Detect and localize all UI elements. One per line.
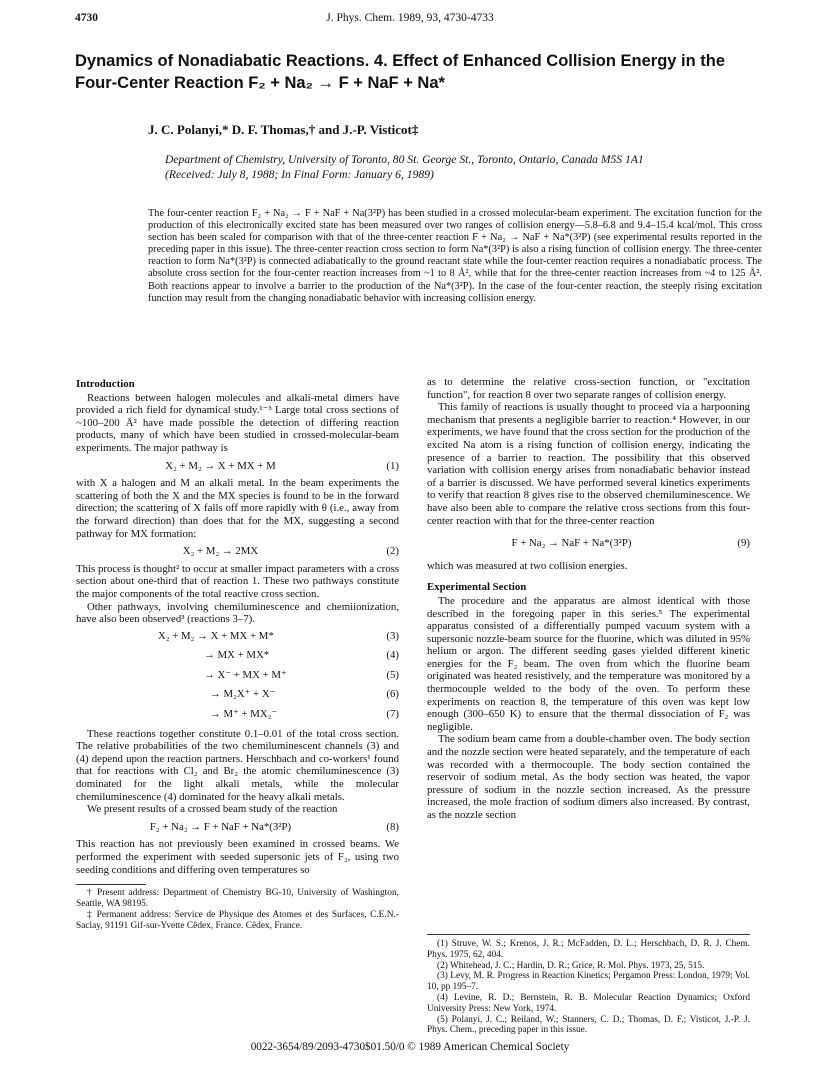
equation-expression: F₂ + Na₂ → F + NaF + Na*(3²P) bbox=[149, 820, 292, 833]
experimental-heading: Experimental Section bbox=[427, 581, 527, 594]
left-column bbox=[76, 378, 399, 931]
right-column bbox=[427, 376, 750, 822]
equation-8 bbox=[76, 821, 399, 834]
equation-number: (7) bbox=[386, 708, 399, 721]
equation-number: (3) bbox=[386, 629, 399, 642]
equation-number: (5) bbox=[386, 668, 399, 681]
equation-expression: X₂ + M₂ → X + MX + M* bbox=[158, 629, 274, 642]
journal-citation: J. Phys. Chem. 1989, 93, 4730-4733 bbox=[326, 12, 494, 24]
equation-7 bbox=[76, 708, 399, 721]
equation-number: (2) bbox=[386, 545, 399, 558]
equation-expression: F + Na₂ → NaF + Na*(3²P) bbox=[511, 537, 632, 550]
references-divider bbox=[427, 934, 750, 935]
reference-item: (3) Levy, M. R. Progress in Reaction Kinetics; Pergamon Press: London, 1979; Vol. 10, pp 195–7. bbox=[427, 971, 750, 993]
equation-3 bbox=[76, 630, 399, 643]
equation-2 bbox=[76, 545, 399, 558]
paragraph: This process is thought² to occur at smaller impact parameters with a cross section about one-third that of reaction 1. These two pathways constitute the major components of the total reactive cross section. bbox=[76, 562, 399, 600]
paragraph: Reactions between halogen molecules and alkali-metal dimers have provided a rich field for dynamical study.¹⁻³ Large total cross sections of ~100–200 Å² have made possible the detection of differing reaction products, many of which have been studied in crossed-molecular-beam experiments. The major pathway is bbox=[76, 391, 399, 454]
paragraph: The procedure and the apparatus are almost identical with those described in the foregoing paper in this series.⁵ The experimental apparatus consisted of a differentially pumped vacuum system with a supersonic nozzle-beam source for the fluorine, which was diluted in 95% helium or argon. The different seeding gases yielded different kinetic energies for the F₂ beam. The oven from which the fluorine beam originated was heated resistively, and the temperature was monitored by a thermocouple welded to the body of the oven. To perform these experiments on reaction 8, the temperature of this oven was kept low enough (300–650 K) to ensure that the thermal dissociation of F₂ was negligible. bbox=[427, 594, 750, 733]
paragraph: which was measured at two collision energies. bbox=[427, 559, 628, 572]
introduction-heading: Introduction bbox=[76, 378, 135, 390]
affiliation: Department of Chemistry, University of Toronto, 80 St. George St., Toronto, Ontario, Canada M5S 1A1 bbox=[165, 153, 644, 166]
equation-5 bbox=[76, 669, 399, 682]
paragraph: as to determine the relative cross-section function, or "excitation function", for reaction 8 over two separate ranges of collision energy. bbox=[427, 376, 750, 401]
copyright-footer: 0022-3654/89/2093-4730$01.50/0 © 1989 American Chemical Society bbox=[250, 1041, 570, 1053]
equation-number: (4) bbox=[386, 649, 399, 662]
equation-number: (6) bbox=[386, 688, 399, 701]
footnote: † Present address: Department of Chemistry BG-10, University of Washington, Seattle, WA 98195. bbox=[76, 888, 399, 909]
equation-number: (1) bbox=[386, 459, 399, 472]
paragraph: with X a halogen and M an alkali metal. In the beam experiments the scattering of both the X and the MX species is found to be in the forward direction; the scattering of X falls off more rapidly with θ (i.e., away from the forward direction) than does that for the MX, suggesting a second pathway for MX formation: bbox=[76, 477, 399, 540]
abstract: The four-center reaction F₂ + Na₂ → F + NaF + Na(3²P) has been studied in a crossed molecular-beam experiment. The excitation function for the production of this electronically excited state has been measured over two ranges of collision energy—5.8–6.8 and 9.4–15.4 kcal/mol. This cross section has been scaled for comparison with that of the three-center reaction F + Na₂ → NaF + Na*(3²P) (see experimental results reported in the preceding paper in this issue). The three-center reaction cross section to form Na*(3²P) is also a rising function of collision energy. The three-center reaction to form Na*(3²P) is connected adiabatically to the ground reactant state while the four-center reaction requires a nonadiabatic process. The absolute cross section for the four-center reaction increases from ~1 to 8 Å², while that for the three-center reaction increases from ~4 to 125 Å². Both reactions appear to involve a barrier to the production of the Na*(3²P). In the case of the four-center reaction, the steeply rising excitation function may result from the changing nonadiabatic behavior with increasing collision energy. bbox=[148, 208, 762, 304]
equation-6 bbox=[76, 688, 399, 701]
paragraph: We present results of a crossed beam study of the reaction bbox=[87, 803, 338, 816]
reference-item: (2) Whitehead, J. C.; Hardin, D. R.; Grice, R. Mol. Phys. 1973, 25, 515. bbox=[437, 960, 705, 971]
equation-number: (9) bbox=[737, 537, 750, 550]
paragraph: The sodium beam came from a double-chamber oven. The body section and the nozzle section were heated separately, and the temperature of each was recorded with a thermocouple. The body section contained the reservoir of sodium metal. As the body section was heated, the vapor pressure of sodium in the nozzle section increased. As the pressure increased, the mole fraction of sodium dimers also increased. By contrast, as the nozzle section bbox=[427, 733, 750, 821]
received-dates: (Received: July 8, 1988; In Final Form: January 6, 1989) bbox=[165, 168, 434, 181]
equation-9 bbox=[427, 537, 750, 550]
footnote-divider bbox=[76, 884, 146, 885]
page-number: 4730 bbox=[75, 12, 98, 24]
equation-expression: → MX + MX* bbox=[204, 649, 270, 662]
reference-item: (1) Struve, W. S.; Krenos, J. R.; McFadden, D. L.; Herschbach, D. R. J. Chem. Phys. 1975, 62, 404. bbox=[427, 939, 750, 960]
reference-item: (4) Levine, R. D.; Bernstein, R. B. Molecular Reaction Dynamics; Oxford University Press: New York, 1974. bbox=[427, 992, 750, 1014]
paragraph: This family of reactions is usually thought to proceed via a harpooning mechanism that presents a negligible barrier to reaction.⁴ However, in our experiments, we have found that the cross section for the production of the excited Na atom is a rising function of collision energy, indicating the presence of a barrier to reaction. The possibility that this observed variation with collision energy arises from nonadiabatic behavior instead of a barrier is discussed. We have performed several kinetics experiments to verify that reaction 8 gives rise to the observed chemiluminescence. We have also been able to compare the relative cross sections from this four-center reaction with that for the three-center reaction bbox=[427, 401, 750, 527]
paragraph: Other pathways, involving chemiluminescence and chemiionization, have also been observed³ (reactions 3–7). bbox=[76, 600, 399, 626]
equation-expression: X₂ + M₂ → X + MX + M bbox=[165, 459, 276, 472]
equation-expression: X₂ + M₂ → 2MX bbox=[182, 545, 259, 558]
affiliation-block bbox=[165, 152, 765, 182]
equation-expression: → M⁺ + MX₂⁻ bbox=[210, 708, 278, 721]
equation-4 bbox=[76, 649, 399, 662]
equation-number: (8) bbox=[386, 820, 399, 833]
equation-1 bbox=[76, 460, 399, 473]
paragraph: These reactions together constitute 0.1–0.01 of the total cross section. The relative probabilities of the two chemiluminescent channels (3) and (4) depend upon the reaction partners. Herschbach and co-workers¹ found that for reactions with Cl₂ and Br₂ the atomic chemiluminescence (3) dominated for the light alkali metals, while the molecular chemiluminescence (4) dominated for the heavy alkali metals. bbox=[76, 727, 399, 803]
article-title: Dynamics of Nonadiabatic Reactions. 4. Effect of Enhanced Collision Energy in the Four-Center Reaction F₂ + Na₂ → F + NaF + Na* bbox=[75, 52, 726, 92]
equation-expression: → X⁻ + MX + M⁺ bbox=[204, 668, 287, 681]
references bbox=[427, 934, 750, 1036]
footnote: ‡ Permanent address: Service de Physique des Atomes et des Surfaces, C.E.N.-Saclay, 91191 Gif-sur-Yvette Cêdex, France. Cêdex, France. bbox=[76, 909, 399, 931]
authors: J. C. Polanyi,* D. F. Thomas,† and J.-P. Visticot‡ bbox=[148, 122, 419, 137]
paragraph: This reaction has not previously been examined in crossed beams. We performed the experiment with seeded supersonic jets of F₂, using two seeding conditions and differing oven temperatures so bbox=[76, 838, 399, 876]
equation-expression: → M₂X⁺ + X⁻ bbox=[210, 688, 276, 701]
reference-item: (5) Polanyi, J. C.; Reiland, W.; Stanners, C. D.; Thomas, D. F.; Visticot, J.-P. J. Phys. Chem., preceding paper in this issue. bbox=[427, 1014, 750, 1036]
